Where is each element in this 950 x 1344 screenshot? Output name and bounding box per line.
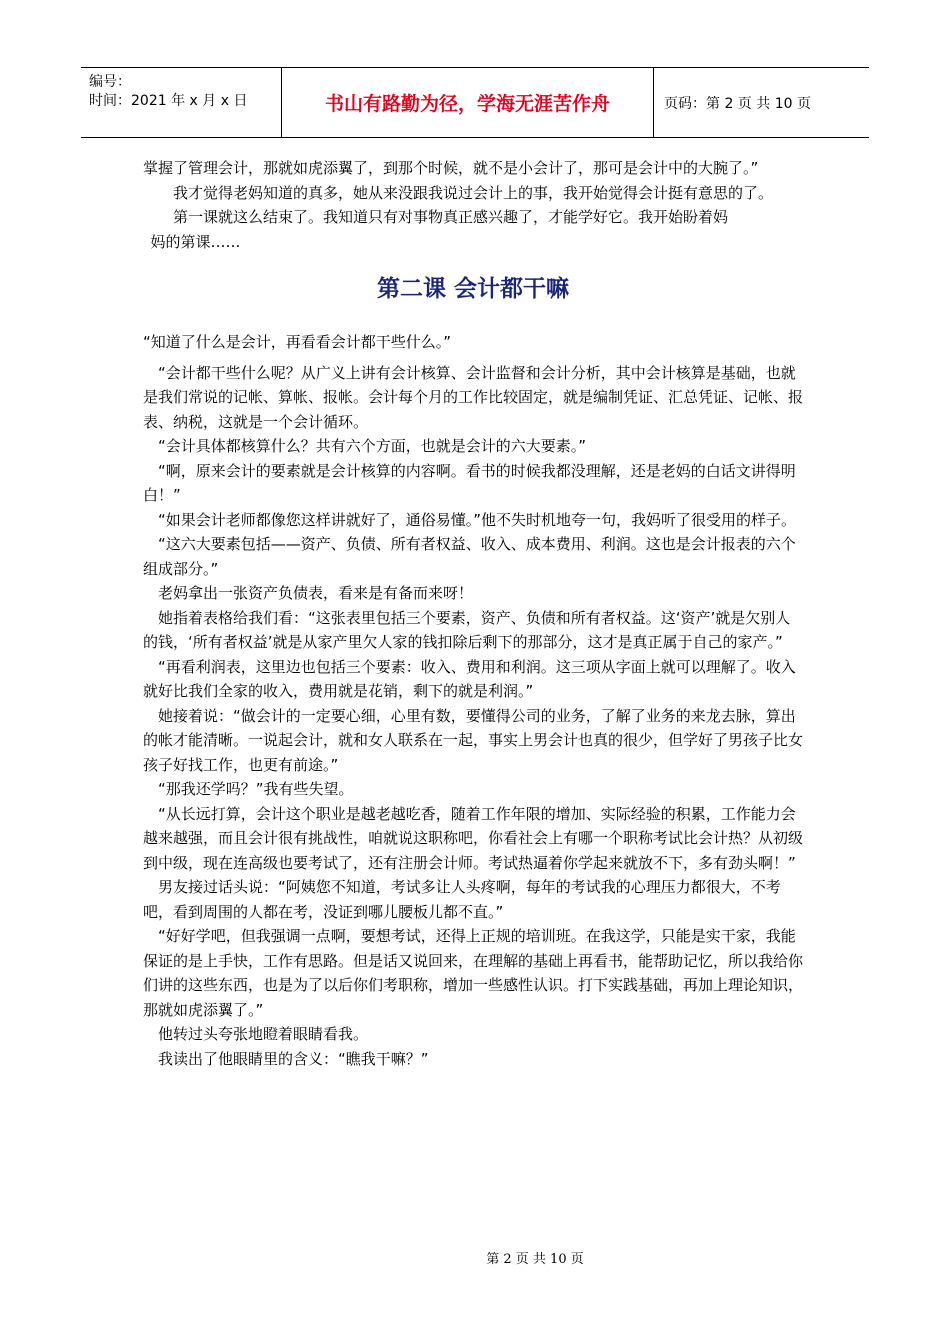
paragraph: “那我还学吗？”我有些失望。 — [158, 780, 354, 798]
document-body — [143, 156, 803, 1071]
paragraph: 老妈拿出一张资产负债表，看来是有备而来呀！ — [158, 584, 474, 602]
header-meta — [81, 68, 282, 137]
paragraph-top-2: 我才觉得老妈知道的真多，她从来没跟我说过会计上的事，我开始觉得会计挺有意思的了。 — [173, 183, 774, 202]
paragraph: 我读出了他眼睛里的含义：“瞧我干嘛？” — [158, 1049, 429, 1068]
paragraph: “会计都干些什么呢？从广义上讲有会计核算、会计监督和会计分析，其中会计核算是基础，也就是我们常说的记帐、算帐、报帐。会计每个月的工作比较固定，就是编制凭证、汇总凭证、记帐、报表、纳税，这就是一个会计循环。 — [143, 363, 804, 431]
paragraph: “会计具体都核算什么？共有六个方面，也就是会计的六大要素。” — [158, 437, 587, 455]
paragraph: “如果会计老师都像您这样讲就好了，通俗易懂。”他不失时机地夸一句，我妈听了很受用的样子。 — [158, 510, 797, 529]
paragraph: 他转过头夸张地瞪着眼睛看我。 — [158, 1025, 369, 1043]
paragraph: “从长远打算，会计这个职业是越老越吃香，随着工作年限的增加、实际经验的积累，工作能力会越来越强，而且会计很有挑战性，咱就说这职称吧，你看社会上有哪一个职称考试比会计热？从初级到中级，现在连高级也要考试了，还有注册会计师。考试热逼着你学起来就放不下，多有劲头啊！” — [143, 804, 804, 872]
page-footer: 第 2 页 共 10 页 — [486, 1252, 584, 1267]
doc-code-label: 编号： — [89, 74, 131, 90]
paragraph: “啊，原来会计的要素就是会计核算的内容啊。看书的时候我都没理解，还是老妈的白话文讲得明白！” — [143, 461, 796, 504]
paragraph: 男友接过话头说：“阿姨您不知道，考试多让人头疼啊，每年的考试我的心理压力都很大，不考吧，看到周围的人都在考，没证到哪儿腰板儿都不直。” — [143, 878, 781, 921]
header-motto-cell — [282, 68, 654, 137]
paragraph: “知道了什么是会计，再看看会计都干些什么。” — [143, 333, 452, 351]
paragraph: 她指着表格给我们看：“这张表里包括三个要素，资产、负债和所有者权益。这‘资产’就是欠别人的钱，‘所有者权益’就是从家产里欠人家的钱扣除后剩下的那部分，这才是真正属于自己的家产。” — [143, 608, 791, 651]
doc-time-label: 时间：2021 年 x 月 x 日 — [89, 93, 248, 109]
header-page-info: 页码：第 2 页 共 10 页 — [664, 95, 811, 112]
paragraph: 她接着说：“做会计的一定要心细，心里有数，要懂得公司的业务，了解了业务的来龙去脉，算出的帐才能清晰。一说起会计，就和女人联系在一起，事实上男会计也真的很少，但学好了男孩子比女孩子好找工作，也更有前途。” — [143, 706, 804, 774]
paragraph-top-3b: 妈的第课…… — [150, 232, 241, 251]
paragraph-top-3a: 第一课就这么结束了。我知道只有对事物真正感兴趣了，才能学好它。我开始盼着妈 — [173, 208, 729, 226]
paragraph: “再看利润表，这里边也包括三个要素：收入、费用和利润。这三项从字面上就可以理解了。收入就好比我们全家的收入，费用就是花销，剩下的就是利润。” — [143, 657, 796, 700]
paragraph-top-1: 掌握了管理会计，那就如虎添翼了，到那个时候，就不是小会计了，那可是会计中的大腕了。” — [143, 159, 759, 177]
page-header — [81, 67, 869, 138]
paragraph: “这六大要素包括——资产、负债、所有者权益、收入、成本费用、利润。这也是会计报表的六个组成部分。” — [143, 535, 796, 578]
lesson-title: 第二课 会计都干嘛 — [376, 276, 569, 302]
paragraph: “好好学吧，但我强调一点啊，要想考试，还得上正规的培训班。在我这学，只能是实干家，我能保证的是上手快，工作有思路。但是话又说回来，在理解的基础上再看书，能帮助记忆，所以我给你们讲的这些东西，也是为了以后你们考职称，增加一些感性认识。打下实践基础，再加上理论知识，那就如虎添翼了。” — [143, 927, 804, 1019]
header-motto: 书山有路勤为径，学海无涯苦作舟 — [324, 93, 610, 115]
